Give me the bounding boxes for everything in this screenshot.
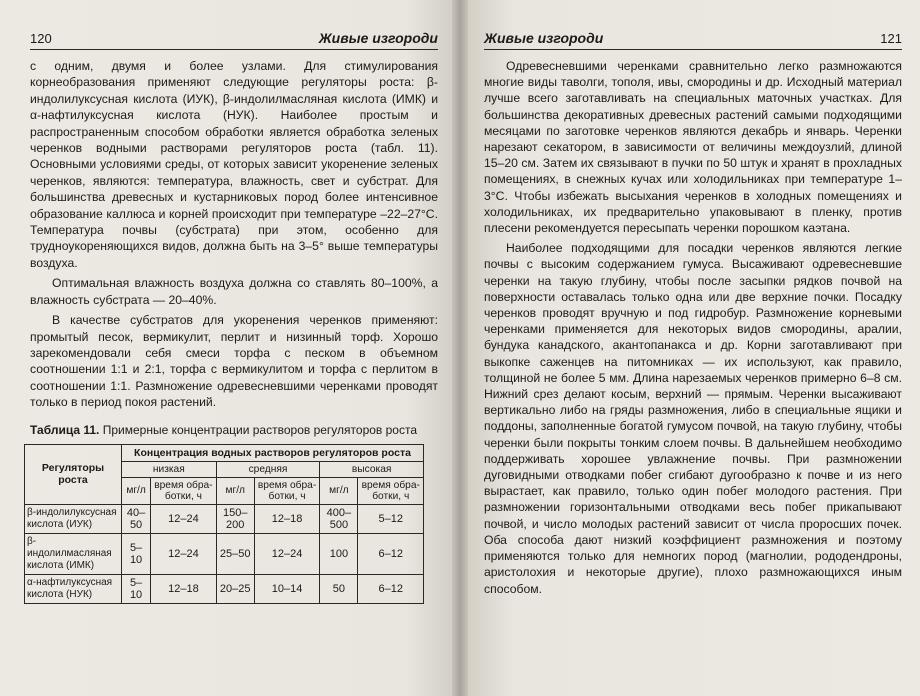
row-name: β-индолилуксусная кислота (ИУК) (25, 504, 122, 533)
right-page-number: 121 (880, 31, 902, 46)
header-regulators: Регуляторы роста (25, 444, 122, 504)
table-cell: 40–50 (122, 504, 151, 533)
table-cell: 12–18 (151, 574, 217, 603)
table-row (25, 504, 424, 533)
header-level-medium: средняя (216, 461, 320, 477)
table-caption-text: Примерные концентрации растворов регуляторов роста (102, 422, 418, 437)
right-running-title: Живые изгороди (484, 30, 604, 46)
table-cell: 12–24 (151, 533, 217, 574)
table-cell: 20–25 (216, 574, 254, 603)
table-cell: 50 (320, 574, 358, 603)
table-cell: 5–12 (358, 504, 424, 533)
row-name: β-индолилмасляная кислота (ИМК) (25, 533, 122, 574)
table-cell: 6–12 (358, 574, 424, 603)
left-paragraph-1: с одним, двумя и более узлами. Для стимулирования корнеобразования применяют следующие регуляторы роста: β-индолилуксусная кислота (ИУК), β-индолилмасляная кислота (ИМК) и α-нафтилуксусная кислота (НУК). Наиболее простым и распространенным способом обработки является обработка зеленых черенков водными растворами регуляторов роста (табл. 11). Основными условиями среды, от которых зависит укоренение зеленых черенков, являются: температура, влажность, свет и субстрат. Для большинства древесных и кустарниковых пород более интенсивное образование каллюса и корней происходит при температуре –22–27°С. Температура почвы (субстрата) при этом, особенно для трудноукореняющихся видов, должна быть на 3–5° выше температуры воздуха. (30, 59, 438, 270)
header-level-low: низкая (122, 461, 217, 477)
table-caption-label: Таблица 11. (30, 422, 100, 437)
table-caption (30, 423, 438, 438)
left-paragraph-2: Оптимальная влажность воздуха должна со ставлять 80–100%, а влажность субстрата — 20–40%. (30, 276, 438, 307)
table-row (25, 574, 424, 603)
header-level-high: высокая (320, 461, 424, 477)
table-cell: 6–12 (358, 533, 424, 574)
header-unit-mg: мг/л (216, 477, 254, 504)
row-name: α-нафтилуксусная кислота (НУК) (25, 574, 122, 603)
header-unit-time: время обра-ботки, ч (254, 477, 320, 504)
table-cell: 150–200 (216, 504, 254, 533)
table-cell: 400–500 (320, 504, 358, 533)
header-unit-mg: мг/л (320, 477, 358, 504)
header-unit-time: время обра-ботки, ч (358, 477, 424, 504)
right-running-head (484, 30, 902, 50)
left-running-title: Живые изгороди (318, 30, 438, 46)
table-cell: 10–14 (254, 574, 320, 603)
right-paragraph-1: Одревесневшими черенками сравнительно легко размножаются многие виды таволги, тополя, ивы, смородины и др. Исходный материал лучше всего заготавливать на специальных маточных участках. Для большинства декоративных древесных растений самыми подходящими месяцами по заготовке черенков являются декабрь и январь. Черенки нарезают секатором, в зависимости от величины междоузлий, длиной 15–20 см. Затем их связывают в пучки по 50 штук и хранят в прохладных помещениях, в снежных кучах или холодильниках при температуре 1–3°С. Чтобы избежать высыхания черенков в холодных помещениях и холодильниках, их предварительно упаковывают в пленку, против плесени рекомендуется пересыпать черенки порошком каэтана. (484, 59, 902, 236)
left-paragraph-3: В качестве субстратов для укоренения черенков применяют: промытый песок, вермикулит, перлит и низинный торф. Хорошо зарекомендовали себя смеси торфа с песком в объемном соотношении 1:1 и 2:1, торфа с вермикулитом и торфа с перлитом в соотношении 1:1. Размножение одревесневшими черенками проводят только в период покоя растений. (30, 313, 438, 410)
regulators-table (24, 444, 424, 604)
table-cell: 12–18 (254, 504, 320, 533)
table-cell: 5–10 (122, 574, 151, 603)
left-body-text (30, 58, 438, 411)
book-gutter (452, 0, 468, 696)
right-paragraph-2: Наиболее подходящими для посадки черенков являются легкие почвы с высоким содержанием гумуса. Высаживают одревесневшие черенки на такую глубину, чтобы после засыпки рядков почвой на поверхности оставалась только одна или две верхние почки. Посадку черенков проводят вручную и под гидробур. Размножение корневыми черенками применяется для некоторых видов смородины, аралии, бундука канадского, акантопанакса и др. Корни заготавливают при выкопке саженцев на питомниках — их используют, как правило, толщиной не более 5 мм. Длина нарезаемых черенков примерно 6–8 см. Нижний срез делают косым, верхний — прямым. Черенки высаживают вертикально либо на гряды размножения, либо в специальные ящики и поддоны, заполненные богатой гумусом почвой, на такую глубину, чтобы черенки были покрыты тонким слоем почвы. В дальнейшем необходимо поддерживать хорошее увлажнение почвы. При размножении дуговидными отводками побег сгибают дугообразно к почве и из него вырастает, как правило, только один побег молодого растения. При размножении горизонтальными отводками весь побег прикапывают почвой, и число молодых растений зависит от числа проросших почек. Оба способа дают низкий коэффициент размножения и поэтому применяются только для немногих пород (магнолии, рододендроны, аристолохия и некоторые другие), плохо размножающихся иным способом. (484, 241, 902, 596)
table-cell: 25–50 (216, 533, 254, 574)
table-cell: 5–10 (122, 533, 151, 574)
right-body-text (484, 58, 902, 597)
table-cell: 12–24 (254, 533, 320, 574)
table-row (25, 533, 424, 574)
left-running-head (30, 30, 438, 50)
header-unit-time: время обра-ботки, ч (151, 477, 217, 504)
table-cell: 100 (320, 533, 358, 574)
header-concentration: Концентрация водных растворов регуляторов роста (122, 444, 424, 461)
left-page-number: 120 (30, 31, 52, 46)
table-cell: 12–24 (151, 504, 217, 533)
header-unit-mg: мг/л (122, 477, 151, 504)
right-page (460, 0, 920, 696)
